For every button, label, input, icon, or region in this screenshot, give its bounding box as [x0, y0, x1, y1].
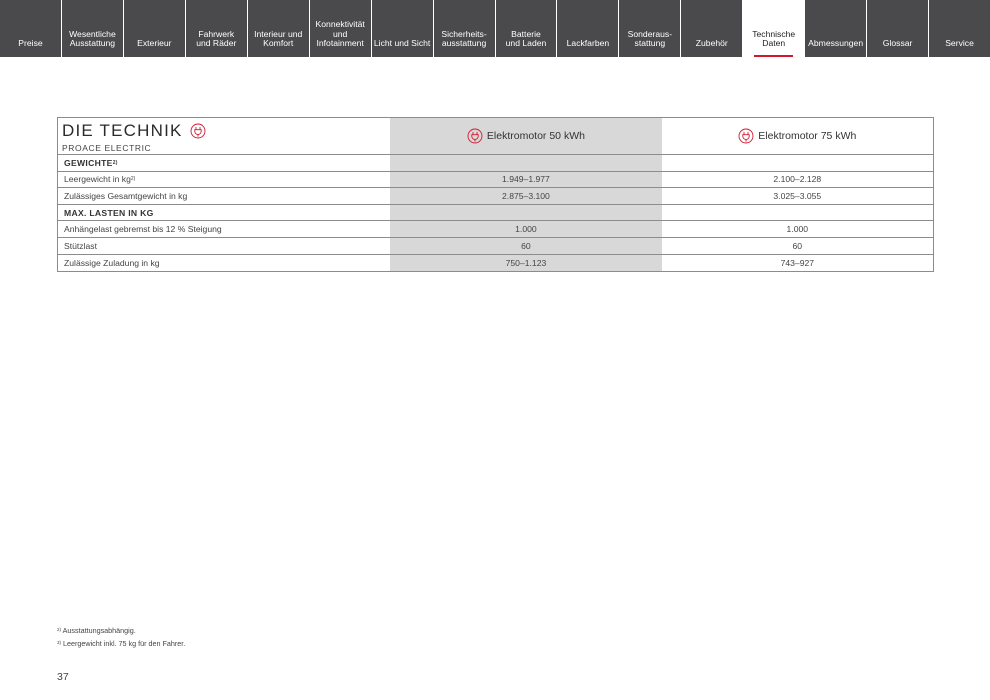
tab-sicherheitsausstattung[interactable]: Sicherheits- ausstattung — [434, 0, 495, 57]
cell-50kwh — [390, 155, 661, 171]
tab-batterie-und-laden[interactable]: Batterie und Laden — [496, 0, 557, 57]
tab-konnektivitaet-und-infotainment[interactable]: Konnektivität und Infotainment — [310, 0, 371, 57]
spec-table-header — [58, 118, 933, 155]
cell-50kwh: 1.949–1.977 — [390, 172, 661, 188]
cell-50kwh: 1.000 — [390, 221, 661, 237]
table-row — [58, 221, 933, 238]
tab-preise[interactable]: Preise — [0, 0, 61, 57]
section-row-max-lasten — [58, 205, 933, 222]
column-header-50kwh — [390, 118, 661, 154]
table-row — [58, 255, 933, 272]
title-cell — [58, 118, 390, 154]
tab-service[interactable]: Service — [929, 0, 990, 57]
row-label: GEWICHTE 2) — [64, 157, 118, 168]
table-row — [58, 188, 933, 205]
row-label: Zulässige Zuladung in kg — [64, 257, 160, 268]
tab-wesentliche-ausstattung[interactable]: Wesentliche Ausstattung — [62, 0, 123, 57]
cell-75kwh — [662, 155, 933, 171]
page-title: DIE TECHNIK — [62, 121, 183, 140]
tab-technische-daten[interactable]: Technische Daten — [743, 0, 804, 57]
section-row-gewichte — [58, 155, 933, 172]
table-row — [58, 238, 933, 255]
cell-75kwh: 1.000 — [786, 224, 809, 235]
tab-licht-und-sicht[interactable]: Licht und Sicht — [372, 0, 433, 57]
table-row — [58, 172, 933, 189]
footnote: $^{2)}$ Ausstattungsabhängig. — [57, 626, 136, 635]
electric-plug-icon — [190, 123, 206, 139]
footnote: $^{3)}$ Leergewicht inkl. 75 kg für den Fahrer. — [57, 638, 186, 648]
footnotes — [57, 624, 185, 649]
tab-zubehoer[interactable]: Zubehör — [681, 0, 742, 57]
column-header-75kwh — [662, 118, 933, 154]
top-navigation — [0, 0, 990, 57]
tab-abmessungen[interactable]: Abmessungen — [805, 0, 866, 57]
cell-50kwh: 60 — [390, 238, 661, 254]
tab-interieur-und-komfort[interactable]: Interieur und Komfort — [248, 0, 309, 57]
row-label: Zulässiges Gesamtgewicht in kg — [64, 190, 188, 201]
page-number: 37 — [57, 671, 69, 683]
cell-75kwh — [662, 205, 933, 221]
spec-table — [57, 117, 934, 272]
electric-plug-icon — [738, 128, 754, 144]
page-subtitle: PROACE ELECTRIC — [62, 143, 152, 153]
tab-glossar[interactable]: Glossar — [867, 0, 928, 57]
tab-lackfarben[interactable]: Lackfarben — [557, 0, 618, 57]
row-label: Leergewicht in kg 2) — [64, 174, 136, 185]
row-label: MAX. LASTEN IN KG — [64, 207, 154, 218]
tab-exterieur[interactable]: Exterieur — [124, 0, 185, 57]
column-header-label: Elektromotor 75 kWh — [758, 130, 857, 142]
cell-50kwh — [390, 205, 661, 221]
cell-50kwh: 750–1.123 — [390, 255, 661, 272]
row-label: Anhängelast gebremst bis 12 % Steigung — [64, 224, 222, 235]
cell-75kwh: 2.100–2.128 — [773, 174, 822, 185]
row-label: Stützlast — [64, 240, 97, 251]
tab-fahrwerk-und-raeder[interactable]: Fahrwerk und Räder — [186, 0, 247, 57]
cell-75kwh: 743–927 — [780, 257, 815, 268]
electric-plug-icon — [467, 128, 483, 144]
column-header-label: Elektromotor 50 kWh — [486, 130, 585, 142]
tab-sonderausstattung[interactable]: Sonderaus- stattung — [619, 0, 680, 57]
cell-75kwh: 3.025–3.055 — [773, 190, 822, 201]
cell-50kwh: 2.875–3.100 — [390, 188, 661, 204]
cell-75kwh: 60 — [792, 240, 803, 251]
